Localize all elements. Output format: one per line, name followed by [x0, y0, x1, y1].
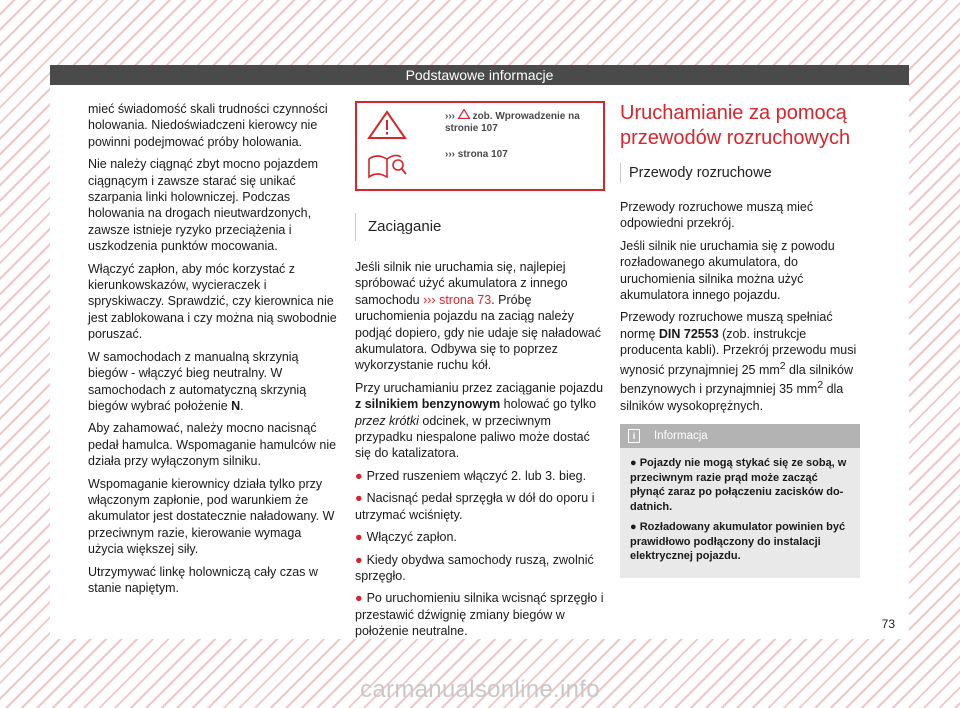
text: dla silników wysokoprężnych.	[620, 382, 844, 413]
list-item-text: Włączyć zapłon.	[366, 530, 457, 545]
bullet-icon: ●	[355, 530, 363, 545]
paragraph: Aby zahamować, należy mocno nacisnąć pedał hamulca. Wspomaganie hamulców nie działa przy wyłączonym silniku.	[88, 421, 337, 469]
list-item-text: Przed ruszeniem włączyć 2. lub 3. bieg.	[366, 468, 587, 483]
text: . Próbę uruchomienia pojazdu na zaciąg należy podjąć dopiero, gdy nie udaje się naładować akumulatora. Odbywa się to poprzez wykorzystanie ruchu kół.	[355, 292, 602, 373]
arrows: ›››	[445, 111, 455, 122]
list-item-text: Nacisnąć pedał sprzęgła w dół do oporu i utrzymać wciśnięty.	[355, 491, 595, 522]
italic-text: przez krótki	[355, 413, 419, 428]
bullet-icon: ●	[355, 552, 363, 567]
page	[50, 65, 909, 639]
list-item	[355, 468, 605, 484]
page-number: 73	[881, 617, 895, 631]
bold-text: DIN 72553	[658, 326, 719, 341]
text: .	[240, 398, 244, 413]
text: odcinek, w przeciwnym przypadku niespalone paliwo może dostać się do katalizatora.	[355, 413, 590, 461]
bold-text: N	[231, 398, 241, 413]
paragraph	[620, 309, 860, 414]
info-icon: i	[628, 429, 640, 443]
section-title: Zaciąganie	[355, 213, 605, 241]
list-item	[355, 529, 605, 545]
text: Przy uruchamianiu przez zaciąganie pojazdu	[355, 380, 604, 395]
superscript: 2	[779, 360, 786, 372]
text: Jeśli silnik nie uruchamia się, najlepiej spróbować użyć akumulatora z innego samochodu	[355, 260, 568, 307]
text: dla silników benzynowych i przynajmniej 35 mm	[620, 362, 853, 397]
paragraph: Utrzymywać linkę holowniczą cały czas w stanie napiętym.	[88, 564, 318, 595]
list-item-text: Kiedy obydwa samochody ruszą, zwolnić sprzęgło.	[355, 552, 594, 583]
text: (zob. instrukcje producenta kabli). Przekrój przewodu musi wynosić przynajmniej 25 mm	[620, 326, 857, 377]
superscript: 2	[817, 380, 824, 392]
page-header	[50, 65, 909, 85]
bullet-icon: ●	[355, 591, 363, 606]
column-3	[620, 101, 860, 578]
paragraph: Nie należy ciągnąć zbyt mocno pojazdem ciągnącym i zawsze starać się unikać szarpania linki holowniczej. Podczas holowania na drogach nieutwardzonych, zawsze istnieje ryzyko przeciążenia i uszkodzenia punktów mocowania.	[88, 157, 318, 254]
list-item	[355, 590, 605, 639]
section-title: Przewody rozruchowe	[620, 163, 860, 183]
book-icon	[365, 149, 409, 181]
list-item	[355, 552, 605, 585]
text: holować go tylko	[500, 397, 597, 412]
reference-text: strona 107	[457, 149, 508, 160]
warning-reference[interactable]	[445, 109, 605, 135]
list-item-text: Rozładowany akumulator powinien być prawidłowo podłączony do instalacji elektrycznej pojazdu.	[630, 521, 846, 563]
paragraph: mieć świadomość skali trudności czynności holowania. Niedoświadczeni kierowcy nie powinni podejmować próby holowania.	[88, 102, 328, 149]
manual-row	[357, 149, 605, 181]
arrows: ›››	[445, 149, 455, 160]
paragraph: Wspomaganie kierownicy działa tylko przy włączonym zapłonie, pod warunkiem że akumulator jest dostatecznie naładowany. W przeciwnym razie, kierowanie wymaga użycia większej siły.	[88, 476, 335, 557]
bold-text: z silnikiem benzynowym	[355, 397, 501, 412]
list-item	[630, 520, 850, 564]
bullet-icon: ●	[355, 468, 363, 483]
small-warning-icon	[458, 109, 470, 119]
reference-text: zob. Wprowadzenie na stronie 107	[445, 111, 580, 134]
column-2	[355, 101, 605, 646]
info-body	[620, 448, 860, 564]
paragraph: Włączyć zapłon, aby móc korzystać z kierunkowskazów, wycieraczek i spryskiwaczy. Sprawdzić, czy kierownica nie jest zablokowana i czy można nią swobodnie poruszać.	[88, 261, 337, 342]
warning-row	[357, 109, 605, 141]
warning-triangle-icon	[365, 109, 409, 141]
list-item-text: Pojazdy nie mogą stykać się ze sobą, w przeciwnym razie prąd może zacząć płynąć zaraz po połączeniu zacisków do-datnich.	[630, 457, 847, 513]
page-reference[interactable]	[445, 149, 605, 161]
list-item-text: Po uruchomieniu silnika wcisnąć sprzęgło i przestawić dźwignię zmiany biegów w położenie neutralne.	[355, 591, 604, 639]
paragraph	[355, 259, 605, 374]
bullet-icon: ●	[355, 491, 363, 506]
header-title: Podstawowe informacje	[405, 67, 554, 83]
paragraph	[355, 380, 605, 462]
warning-box	[355, 101, 605, 191]
list-item	[630, 456, 850, 514]
bullet-icon: ●	[630, 457, 637, 470]
column-1	[88, 101, 338, 602]
text: Przewody rozruchowe muszą spełniać normę	[620, 310, 833, 341]
text: W samochodach z manualną skrzynią biegów - włączyć bieg neutralny. W samochodach z automatyczną skrzynią biegów wybrać położenie	[88, 349, 307, 413]
bullet-icon: ●	[630, 521, 637, 534]
paragraph: Jeśli silnik nie uruchamia się z powodu rozładowanego akumulatora, do uruchomienia silnika można użyć akumulatora innego pojazdu.	[620, 238, 835, 303]
paragraph: Przewody rozruchowe muszą mieć odpowiedni przekrój.	[620, 200, 814, 231]
page-link[interactable]: ››› strona 73	[423, 292, 492, 307]
paragraph	[88, 349, 338, 415]
watermark: carmanualsonline.info	[360, 676, 600, 703]
info-box	[620, 424, 860, 578]
chapter-title: Uruchamianie za pomocą przewodów rozruchowych	[620, 102, 851, 149]
info-header	[620, 424, 860, 448]
list-item	[355, 490, 605, 523]
info-title: Informacja	[654, 429, 708, 442]
